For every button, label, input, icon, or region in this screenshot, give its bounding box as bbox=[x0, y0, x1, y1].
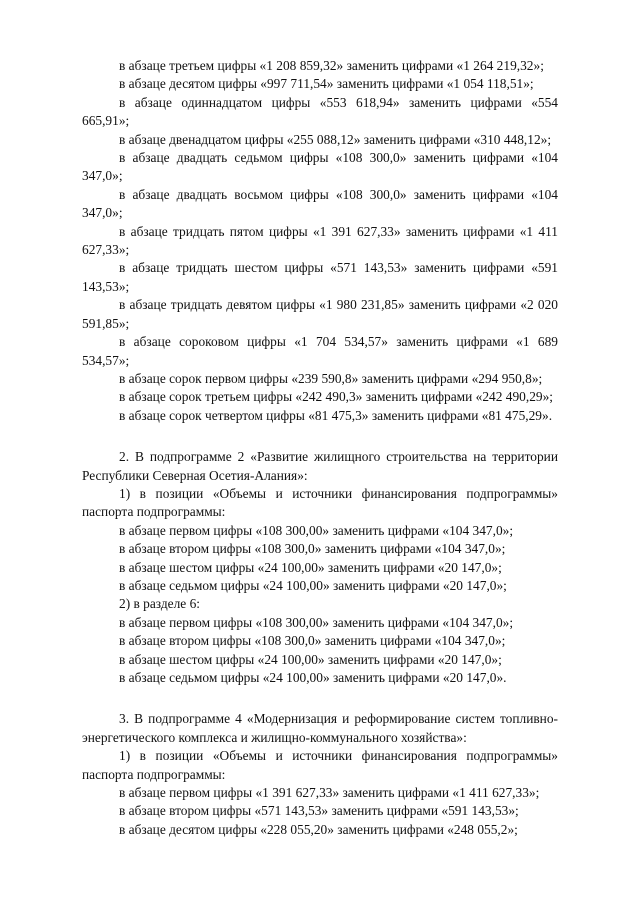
amendment-paragraph: в абзаце седьмом цифры «24 100,00» заменить цифрами «20 147,0». bbox=[119, 670, 507, 685]
section-2-amendments bbox=[82, 448, 558, 687]
section-3-amendments bbox=[82, 710, 558, 839]
amendment-paragraph: в абзаце третьем цифры «1 208 859,32» заменить цифрами «1 264 219,32»; bbox=[119, 58, 544, 73]
amendment-paragraph: в абзаце тридцать шестом цифры «571 143,53» заменить цифрами «591 143,53»; bbox=[82, 260, 558, 294]
amendment-paragraph: в абзаце втором цифры «108 300,0» заменить цифрами «104 347,0»; bbox=[119, 541, 506, 557]
amendment-paragraph: в абзаце первом цифры «108 300,00» заменить цифрами «104 347,0»; bbox=[119, 614, 514, 630]
subsection-heading: 1) в позиции «Объемы и источники финансирования подпрограммы» паспорта подпрограммы: bbox=[82, 485, 558, 520]
amendment-paragraph: в абзаце тридцать пятом цифры «1 391 627,33» заменить цифрами «1 411 627,33»; bbox=[82, 223, 558, 258]
amendment-paragraph: в абзаце шестом цифры «24 100,00» заменить цифрами «20 147,0»; bbox=[119, 651, 502, 667]
amendment-paragraph: в абзаце двадцать седьмом цифры «108 300,0» заменить цифрами «104 347,0»; bbox=[82, 150, 558, 184]
amendment-paragraph: в абзаце шестом цифры «24 100,00» заменить цифрами «20 147,0»; bbox=[119, 559, 502, 575]
amendment-paragraph: в абзаце тридцать девятом цифры «1 980 231,85» заменить цифрами «2 020 591,85»; bbox=[82, 297, 558, 331]
amendment-paragraph: в абзаце десятом цифры «997 711,54» заменить цифрами «1 054 118,51»; bbox=[119, 76, 534, 92]
amendment-paragraph: в абзаце первом цифры «108 300,00» заменить цифрами «104 347,0»; bbox=[119, 522, 514, 538]
amendment-paragraph: в абзаце сорок третьем цифры «242 490,3» заменить цифрами «242 490,29»; bbox=[119, 389, 554, 405]
amendment-paragraph: в абзаце седьмом цифры «24 100,00» заменить цифрами «20 147,0»; bbox=[119, 577, 507, 593]
amendment-paragraph: в абзаце сорок первом цифры «239 590,8» заменить цифрами «294 950,8»; bbox=[119, 370, 543, 386]
amendment-paragraph: в абзаце втором цифры «571 143,53» заменить цифрами «591 143,53»; bbox=[119, 803, 519, 819]
section-1-amendments bbox=[82, 57, 558, 425]
amendment-paragraph: в абзаце двадцать восьмом цифры «108 300,0» заменить цифрами «104 347,0»; bbox=[82, 186, 558, 221]
document-page bbox=[82, 57, 558, 839]
section-heading: 3. В подпрограмме 4 «Модернизация и реформирование систем топливно-энергетического комплекса и жилищно-коммунального хозяйства»: bbox=[82, 711, 558, 745]
section-heading: 2. В подпрограмме 2 «Развитие жилищного строительства на территории Республики Северная Осетия-Алания»: bbox=[82, 449, 558, 483]
subsection-heading: 1) в позиции «Объемы и источники финансирования подпрограммы» паспорта подпрограммы: bbox=[82, 748, 558, 782]
amendment-paragraph: в абзаце десятом цифры «228 055,20» заменить цифрами «248 055,2»; bbox=[119, 821, 518, 837]
subsection-heading: 2) в разделе 6: bbox=[119, 596, 201, 612]
amendment-paragraph: в абзаце двенадцатом цифры «255 088,12» заменить цифрами «310 448,12»; bbox=[119, 131, 552, 147]
paragraph-spacer bbox=[82, 425, 558, 448]
amendment-paragraph: в абзаце сорок четвертом цифры «81 475,3» заменить цифрами «81 475,29». bbox=[119, 407, 553, 423]
amendment-paragraph: в абзаце первом цифры «1 391 627,33» заменить цифрами «1 411 627,33»; bbox=[119, 785, 540, 801]
amendment-paragraph: в абзаце одиннадцатом цифры «553 618,94» заменить цифрами «554 665,91»; bbox=[82, 94, 558, 129]
amendment-paragraph: в абзаце сороковом цифры «1 704 534,57» заменить цифрами «1 689 534,57»; bbox=[82, 334, 558, 368]
paragraph-spacer bbox=[82, 687, 558, 710]
amendment-paragraph: в абзаце втором цифры «108 300,0» заменить цифрами «104 347,0»; bbox=[119, 633, 506, 649]
